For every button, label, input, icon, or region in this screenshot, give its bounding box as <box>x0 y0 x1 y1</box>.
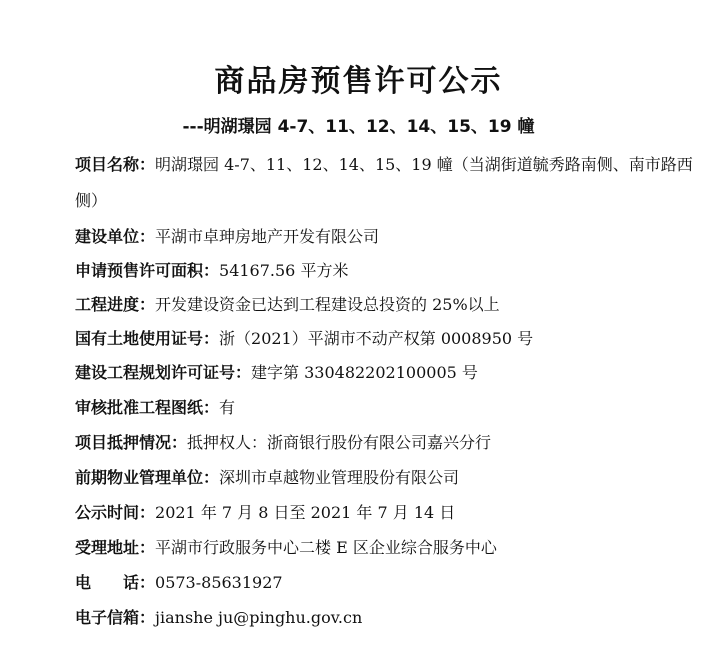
field-land-certificate <box>75 322 695 356</box>
field-value: 开发建设资金已达到工程建设总投资的 25%以上 <box>155 295 500 314</box>
field-approved-drawings <box>75 391 695 425</box>
field-label: 前期物业管理单位： <box>75 468 220 487</box>
field-presale-area <box>75 254 695 288</box>
field-project-name <box>75 147 695 219</box>
field-value: 平湖市卓珅房地产开发有限公司 <box>155 227 380 246</box>
field-value: 0573-85631927 <box>155 573 283 592</box>
field-label: 国有土地使用证号： <box>75 329 220 348</box>
field-label: 申请预售许可面积： <box>75 261 220 280</box>
field-value: 抵押权人：浙商银行股份有限公司嘉兴分行 <box>187 433 492 452</box>
page-title: 商品房预售许可公示 <box>214 64 503 99</box>
field-planning-permit <box>75 356 695 390</box>
field-developer <box>75 220 695 254</box>
field-value: 54167.56 平方米 <box>219 261 349 280</box>
field-value: jianshe ju@pinghu.gov.cn <box>155 608 363 627</box>
field-label: 受理地址： <box>75 538 156 557</box>
field-acceptance-address <box>75 531 695 565</box>
field-value: 2021 年 7 月 8 日至 2021 年 7 月 14 日 <box>155 503 456 522</box>
field-value: 平湖市行政服务中心二楼 E 区企业综合服务中心 <box>155 538 497 557</box>
page-subtitle: ---明湖璟园 4-7、11、12、14、15、19 幢 <box>182 117 535 137</box>
field-value: 明湖璟园 4-7、11、12、14、15、19 幢（当湖街道毓秀路南侧、南市路西侧） <box>75 155 693 210</box>
field-construction-progress <box>75 288 695 322</box>
field-value: 建字第 330482202100005 号 <box>251 363 478 382</box>
field-publicity-period <box>75 496 695 530</box>
field-email <box>75 601 695 635</box>
field-label: 项目名称： <box>75 155 156 174</box>
field-phone <box>75 566 695 600</box>
field-value: 浙（2021）平湖市不动产权第 0008950 号 <box>219 329 534 348</box>
field-property-management <box>75 461 695 495</box>
field-label: 工程进度： <box>75 295 156 314</box>
field-label: 建设工程规划许可证号： <box>75 363 252 382</box>
field-label: 公示时间： <box>75 503 156 522</box>
field-label: 审核批准工程图纸： <box>75 398 220 417</box>
field-label: 电 话： <box>75 573 156 592</box>
field-label: 建设单位： <box>75 227 156 246</box>
field-value: 深圳市卓越物业管理股份有限公司 <box>219 468 460 487</box>
field-value: 有 <box>219 398 236 417</box>
field-mortgage-status <box>75 426 695 460</box>
field-label: 项目抵押情况： <box>75 433 188 452</box>
field-label: 电子信箱： <box>75 608 156 627</box>
